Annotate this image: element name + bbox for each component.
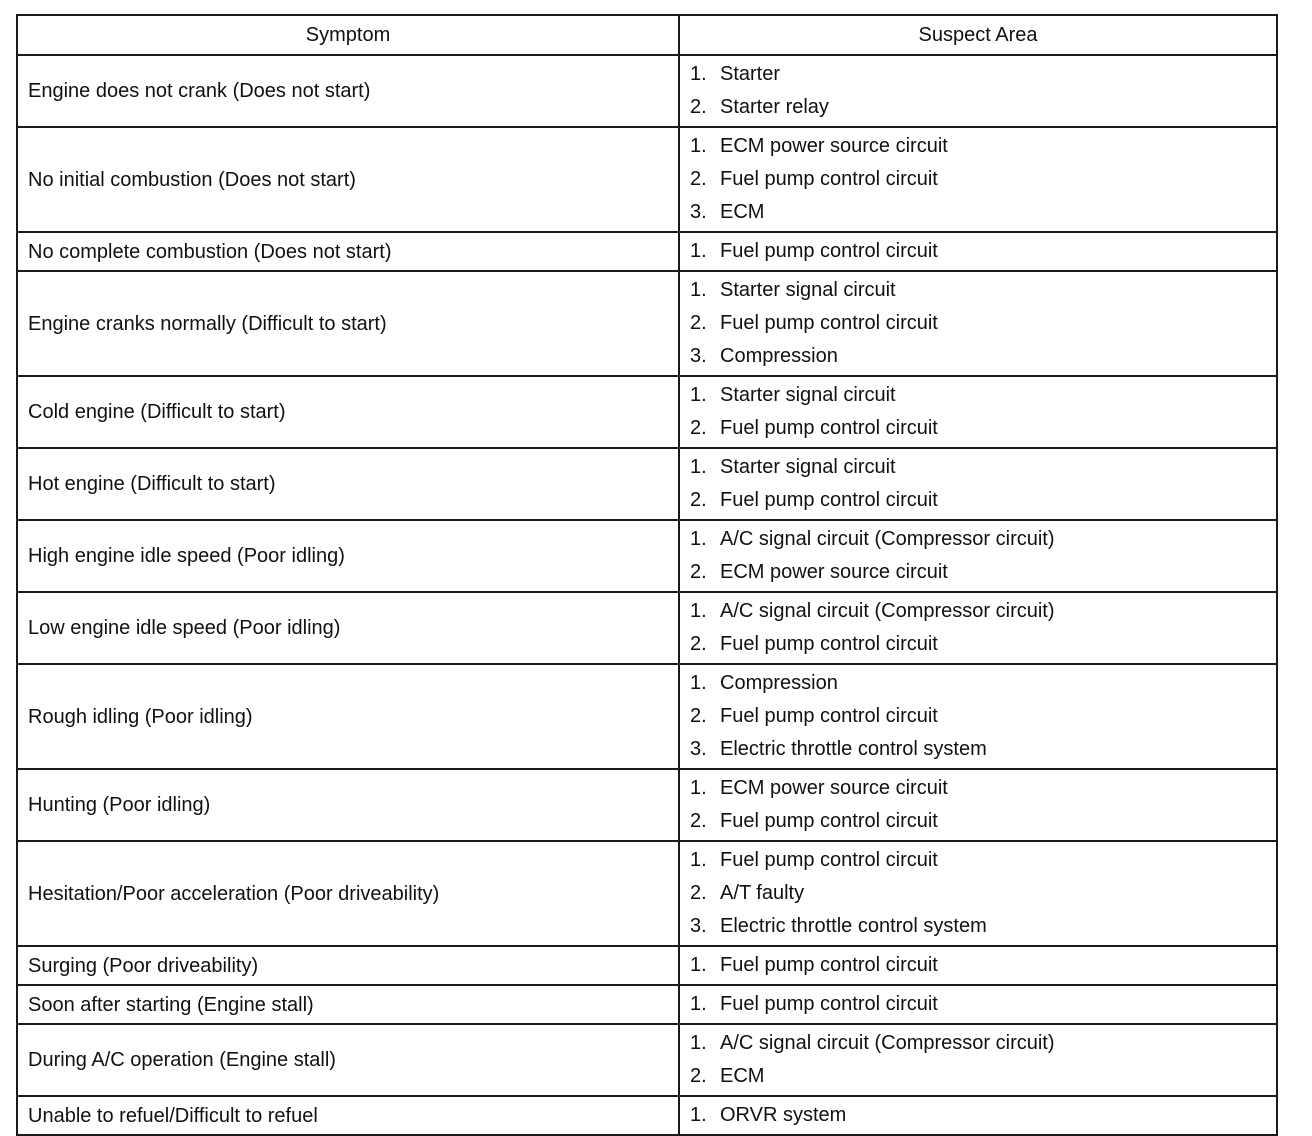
suspect-area-item	[690, 910, 1276, 943]
item-text: Fuel pump control circuit	[720, 633, 938, 655]
item-number: 2.	[690, 633, 707, 655]
item-number: 1.	[690, 135, 707, 157]
suspect-area-cell	[679, 1024, 1277, 1096]
item-number: 2.	[690, 810, 707, 832]
item-number: 1.	[690, 777, 707, 799]
item-number: 3.	[690, 201, 707, 223]
suspect-area-cell	[679, 55, 1277, 127]
table-row	[17, 664, 1277, 769]
item-number: 1.	[690, 384, 707, 406]
suspect-area-item	[690, 235, 1276, 268]
symptom-cell: Engine does not crank (Does not start)	[17, 55, 679, 127]
item-number: 1.	[690, 63, 707, 85]
item-text: Fuel pump control circuit	[720, 810, 938, 832]
suspect-area-item	[690, 379, 1276, 412]
symptom-cell: No initial combustion (Does not start)	[17, 127, 679, 232]
suspect-area-item	[690, 484, 1276, 517]
table-row	[17, 1024, 1277, 1096]
item-text: Compression	[720, 345, 838, 367]
suspect-area-item	[690, 163, 1276, 196]
suspect-area-cell	[679, 376, 1277, 448]
table-row	[17, 127, 1277, 232]
item-number: 1.	[690, 672, 707, 694]
item-number: 1.	[690, 528, 707, 550]
symptom-cell: Soon after starting (Engine stall)	[17, 985, 679, 1024]
suspect-area-item	[690, 667, 1276, 700]
item-number: 1.	[690, 1104, 707, 1126]
suspect-area-item	[690, 556, 1276, 589]
item-number: 3.	[690, 345, 707, 367]
item-number: 1.	[690, 240, 707, 262]
suspect-area-item	[690, 451, 1276, 484]
item-number: 3.	[690, 915, 707, 937]
item-text: Compression	[720, 672, 838, 694]
suspect-area-item	[690, 196, 1276, 229]
suspect-area-item	[690, 340, 1276, 373]
symptom-cell: No complete combustion (Does not start)	[17, 232, 679, 271]
table-row	[17, 769, 1277, 841]
suspect-area-item	[690, 772, 1276, 805]
suspect-area-item	[690, 628, 1276, 661]
suspect-area-item	[690, 1027, 1276, 1060]
item-text: ECM power source circuit	[720, 561, 948, 583]
item-text: Fuel pump control circuit	[720, 705, 938, 727]
suspect-area-item	[690, 733, 1276, 766]
suspect-area-item	[690, 1060, 1276, 1093]
item-number: 2.	[690, 1065, 707, 1087]
symptom-cell: Hunting (Poor idling)	[17, 769, 679, 841]
table-row	[17, 55, 1277, 127]
item-text: Starter signal circuit	[720, 279, 896, 301]
item-number: 2.	[690, 417, 707, 439]
table-row	[17, 985, 1277, 1024]
item-number: 1.	[690, 279, 707, 301]
table-row	[17, 592, 1277, 664]
item-text: Electric throttle control system	[720, 738, 987, 760]
suspect-area-item	[690, 274, 1276, 307]
symptom-column-header: Symptom	[17, 15, 679, 55]
suspect-area-item	[690, 1099, 1276, 1132]
symptom-cell: Hot engine (Difficult to start)	[17, 448, 679, 520]
table-row	[17, 520, 1277, 592]
suspect-area-item	[690, 805, 1276, 838]
symptom-table	[16, 14, 1278, 1136]
suspect-area-item	[690, 307, 1276, 340]
item-text: Starter signal circuit	[720, 384, 896, 406]
suspect-area-cell	[679, 985, 1277, 1024]
table-row	[17, 271, 1277, 376]
symptom-cell: Hesitation/Poor acceleration (Poor driveability)	[17, 841, 679, 946]
suspect-area-cell	[679, 769, 1277, 841]
item-text: Fuel pump control circuit	[720, 417, 938, 439]
item-text: Electric throttle control system	[720, 915, 987, 937]
suspect-area-cell	[679, 271, 1277, 376]
item-text: A/T faulty	[720, 882, 805, 904]
suspect-area-item	[690, 58, 1276, 91]
suspect-area-item	[690, 91, 1276, 124]
symptom-cell: Cold engine (Difficult to start)	[17, 376, 679, 448]
item-text: ECM power source circuit	[720, 777, 948, 799]
item-number: 1.	[690, 849, 707, 871]
suspect-area-item	[690, 700, 1276, 733]
item-number: 2.	[690, 168, 707, 190]
suspect-area-item	[690, 877, 1276, 910]
symptom-cell: Low engine idle speed (Poor idling)	[17, 592, 679, 664]
suspect-area-cell	[679, 127, 1277, 232]
suspect-area-cell	[679, 448, 1277, 520]
symptom-cell: High engine idle speed (Poor idling)	[17, 520, 679, 592]
item-text: Starter signal circuit	[720, 456, 896, 478]
item-text: Starter	[720, 63, 781, 85]
suspect-area-item	[690, 844, 1276, 877]
symptom-cell: Unable to refuel/Difficult to refuel	[17, 1096, 679, 1135]
table-row	[17, 1096, 1277, 1135]
item-number: 1.	[690, 954, 707, 976]
item-number: 2.	[690, 96, 707, 118]
suspect-area-item	[690, 949, 1276, 982]
suspect-area-item	[690, 412, 1276, 445]
suspect-area-cell	[679, 520, 1277, 592]
table-row	[17, 946, 1277, 985]
item-number: 2.	[690, 705, 707, 727]
item-text: A/C signal circuit (Compressor circuit)	[720, 600, 1055, 622]
item-text: Fuel pump control circuit	[720, 240, 938, 262]
item-number: 1.	[690, 456, 707, 478]
suspect-area-cell	[679, 841, 1277, 946]
symptom-cell: Rough idling (Poor idling)	[17, 664, 679, 769]
item-number: 2.	[690, 312, 707, 334]
suspect-area-column-header: Suspect Area	[679, 15, 1277, 55]
suspect-area-item	[690, 130, 1276, 163]
item-text: ECM power source circuit	[720, 135, 948, 157]
item-text: ECM	[720, 1065, 765, 1087]
table-row	[17, 448, 1277, 520]
suspect-area-cell	[679, 946, 1277, 985]
item-text: Starter relay	[720, 96, 829, 118]
item-number: 2.	[690, 882, 707, 904]
item-text: ORVR system	[720, 1104, 847, 1126]
item-number: 1.	[690, 600, 707, 622]
table-header-row	[17, 15, 1277, 55]
item-text: Fuel pump control circuit	[720, 849, 938, 871]
suspect-area-cell	[679, 232, 1277, 271]
item-text: ECM	[720, 201, 765, 223]
item-text: Fuel pump control circuit	[720, 312, 938, 334]
item-number: 2.	[690, 561, 707, 583]
symptom-cell: Engine cranks normally (Difficult to start)	[17, 271, 679, 376]
suspect-area-item	[690, 523, 1276, 556]
symptom-cell: Surging (Poor driveability)	[17, 946, 679, 985]
item-text: Fuel pump control circuit	[720, 993, 938, 1015]
table-row	[17, 232, 1277, 271]
suspect-area-cell	[679, 1096, 1277, 1135]
suspect-area-cell	[679, 664, 1277, 769]
item-number: 2.	[690, 489, 707, 511]
item-number: 3.	[690, 738, 707, 760]
item-text: A/C signal circuit (Compressor circuit)	[720, 528, 1055, 550]
table-row	[17, 376, 1277, 448]
item-number: 1.	[690, 993, 707, 1015]
item-number: 1.	[690, 1032, 707, 1054]
item-text: A/C signal circuit (Compressor circuit)	[720, 1032, 1055, 1054]
item-text: Fuel pump control circuit	[720, 489, 938, 511]
item-text: Fuel pump control circuit	[720, 168, 938, 190]
suspect-area-item	[690, 988, 1276, 1021]
table-row	[17, 841, 1277, 946]
symptom-cell: During A/C operation (Engine stall)	[17, 1024, 679, 1096]
item-text: Fuel pump control circuit	[720, 954, 938, 976]
suspect-area-item	[690, 595, 1276, 628]
suspect-area-cell	[679, 592, 1277, 664]
